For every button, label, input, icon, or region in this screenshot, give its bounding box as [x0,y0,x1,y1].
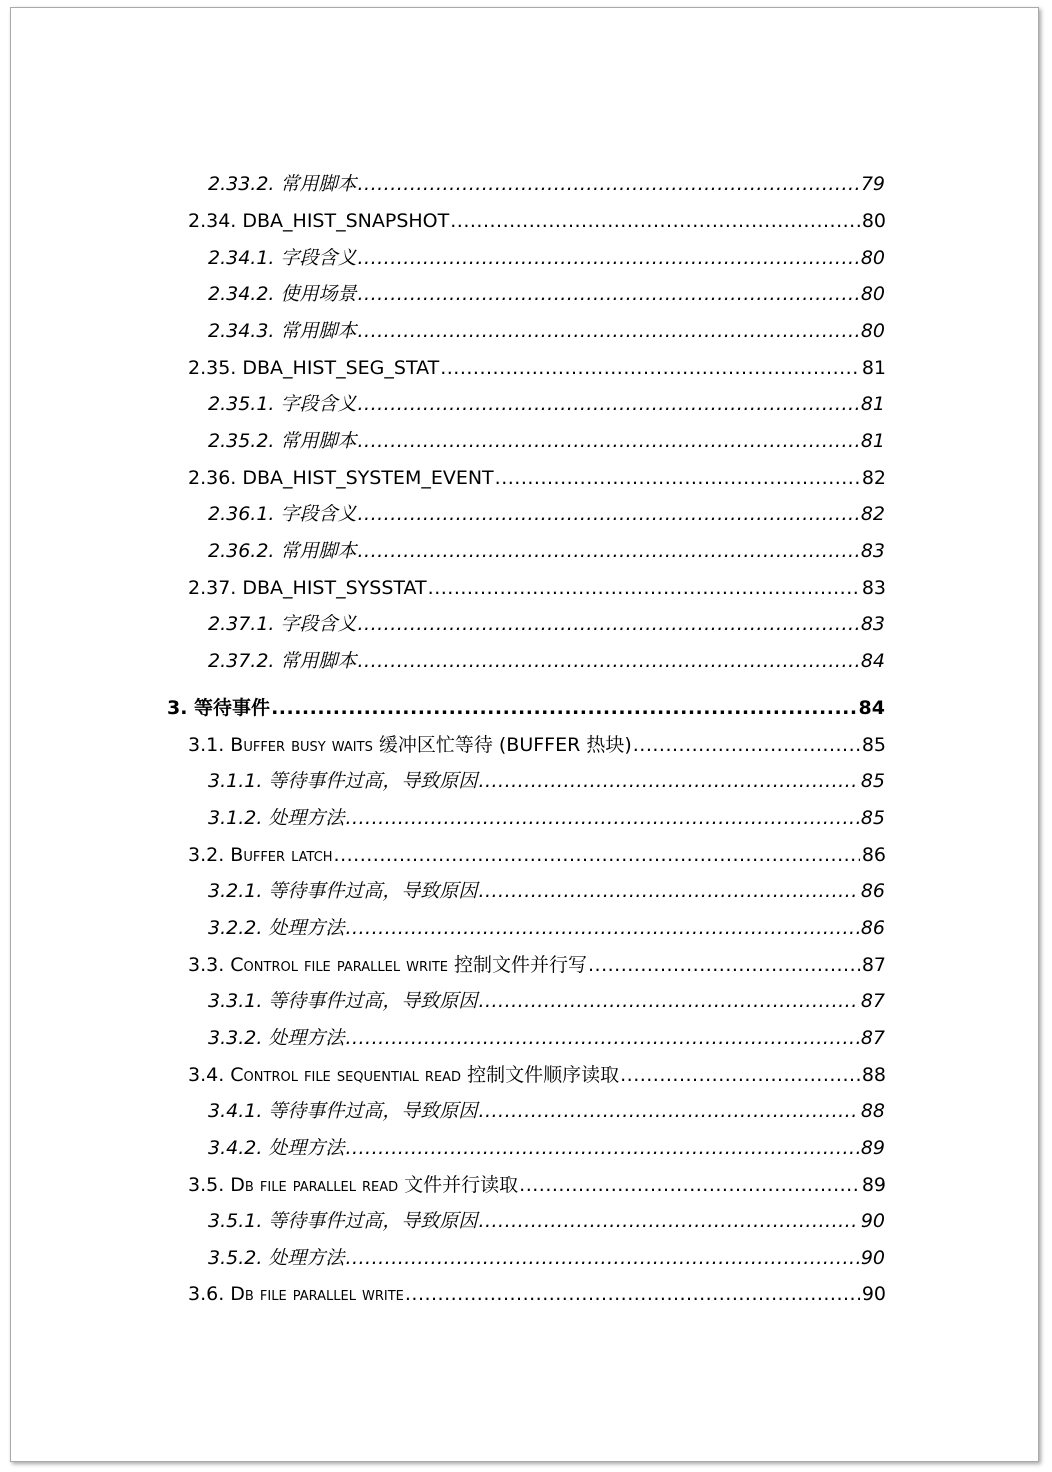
toc-entry[interactable] [208,649,885,673]
toc-entry-title: 3.5. Db file parallel read 文件并行读取 [188,1174,519,1196]
toc-entry-page: 83 [861,577,886,599]
toc-entry-page: 88 [860,1100,885,1122]
dot-leader [334,843,860,867]
document-page [10,7,1039,1462]
toc-entry-page: 83 [860,613,885,635]
toc-entry-title: 3.1. Buffer busy waits 缓冲区忙等待 (BUFFER 热块) [188,734,632,756]
toc-entry[interactable] [208,989,885,1013]
dot-leader [495,466,860,490]
toc-entry-page: 79 [860,173,885,195]
dot-leader [478,769,858,793]
toc-entry-page: 86 [860,917,885,939]
toc-entry[interactable] [208,392,885,416]
toc-entry-title: 3.4. Control file sequential read 控制文件顺序读取 [188,1064,620,1086]
toc-entry-page: 90 [861,1283,886,1305]
toc-entry[interactable] [208,1136,885,1160]
dot-leader [478,989,858,1013]
dot-leader [345,806,858,830]
toc-entry[interactable] [188,1282,886,1306]
dot-leader [345,1246,858,1270]
dot-leader [345,1136,858,1160]
toc-entry-title: 2.34.2. 使用场景 [208,283,357,305]
dot-leader [478,1209,858,1233]
toc-entry-title: 3.1.1. 等待事件过高，导致原因 [208,770,478,792]
toc-entry-title: 3. 等待事件 [167,697,271,719]
dot-leader [358,172,859,196]
dot-leader [345,1026,858,1050]
toc-entry[interactable] [208,246,885,270]
toc-entry-page: 80 [861,210,886,232]
toc-entry-title: 2.37.1. 字段含义 [208,613,357,635]
toc-entry-page: 90 [860,1210,885,1232]
toc-entry-title: 2.36.2. 常用脚本 [208,540,357,562]
dot-leader [358,539,859,563]
dot-leader [358,319,859,343]
toc-entry[interactable] [188,576,886,600]
toc-entry-title: 2.35.1. 字段含义 [208,393,357,415]
toc-entry-page: 82 [860,503,885,525]
toc-entry[interactable] [208,612,885,636]
toc-entry-page: 80 [860,283,885,305]
dot-leader [358,429,859,453]
toc-entry[interactable] [208,916,885,940]
dot-leader [620,1063,860,1087]
toc-entry-page: 85 [860,770,885,792]
toc-entry-title: 2.35. DBA_HIST_SEG_STAT [188,357,440,379]
toc-entry-page: 86 [861,844,886,866]
toc-entry-title: 3.2.1. 等待事件过高，导致原因 [208,880,478,902]
dot-leader [358,649,859,673]
dot-leader [358,282,859,306]
toc-entry-page: 86 [860,880,885,902]
toc-entry-title: 3.2. Buffer latch [188,844,333,866]
dot-leader [478,879,858,903]
dot-leader [450,209,860,233]
toc-entry-page: 82 [861,467,886,489]
toc-entry[interactable] [208,1246,885,1270]
dot-leader [345,916,858,940]
table-of-contents [11,8,1038,1461]
toc-entry-title: 2.37.2. 常用脚本 [208,650,357,672]
dot-leader [519,1173,860,1197]
toc-entry-title: 3.1.2. 处理方法 [208,807,345,829]
toc-entry-page: 89 [860,1137,885,1159]
toc-entry-page: 84 [858,697,885,719]
toc-entry-page: 84 [860,650,885,672]
toc-entry-title: 3.5.1. 等待事件过高，导致原因 [208,1210,478,1232]
toc-entry[interactable] [208,319,885,343]
toc-entry[interactable] [188,356,886,380]
dot-leader [271,696,856,720]
toc-entry-title: 2.34. DBA_HIST_SNAPSHOT [188,210,450,232]
toc-entry-page: 83 [860,540,885,562]
toc-entry-page: 88 [861,1064,886,1086]
toc-entry-page: 85 [860,807,885,829]
toc-entry-page: 85 [861,734,886,756]
toc-entry-page: 81 [861,357,886,379]
toc-entry-title: 3.3.1. 等待事件过高，导致原因 [208,990,478,1012]
toc-entry-page: 87 [860,990,885,1012]
toc-entry-title: 2.36.1. 字段含义 [208,503,357,525]
toc-entry-title: 2.36. DBA_HIST_SYSTEM_EVENT [188,467,494,489]
toc-entry-title: 2.37. DBA_HIST_SYSSTAT [188,577,427,599]
toc-entry[interactable] [188,466,886,490]
toc-entry[interactable] [188,1063,886,1087]
dot-leader [405,1282,860,1306]
toc-entry-title: 3.4.2. 处理方法 [208,1137,345,1159]
dot-leader [478,1099,858,1123]
toc-entry-title: 2.33.2. 常用脚本 [208,173,357,195]
toc-entry[interactable] [188,209,886,233]
toc-entry-page: 87 [860,1027,885,1049]
toc-entry[interactable] [208,539,885,563]
toc-entry[interactable] [208,282,885,306]
toc-entry[interactable] [188,733,886,757]
toc-entry[interactable] [188,1173,886,1197]
toc-entry-title: 2.34.1. 字段含义 [208,247,357,269]
toc-entry[interactable] [208,1099,885,1123]
toc-entry[interactable] [208,879,885,903]
dot-leader [633,733,860,757]
dot-leader [588,953,860,977]
dot-leader [428,576,860,600]
toc-entry-chapter[interactable] [167,696,885,720]
dot-leader [358,392,859,416]
toc-entry-page: 87 [861,954,886,976]
toc-entry[interactable] [208,502,885,526]
toc-entry[interactable] [208,1026,885,1050]
toc-entry[interactable] [188,953,886,977]
toc-entry-page: 80 [860,247,885,269]
toc-entry-page: 80 [860,320,885,342]
toc-entry-title: 3.3.2. 处理方法 [208,1027,345,1049]
toc-entry-title: 2.35.2. 常用脚本 [208,430,357,452]
toc-entry-page: 81 [860,393,885,415]
toc-entry-page: 90 [860,1247,885,1269]
toc-entry[interactable] [208,806,885,830]
toc-entry-title: 3.6. Db file parallel write [188,1283,404,1305]
toc-entry-page: 89 [861,1174,886,1196]
toc-entry-title: 2.34.3. 常用脚本 [208,320,357,342]
toc-entry-title: 3.5.2. 处理方法 [208,1247,345,1269]
toc-entry[interactable] [208,769,885,793]
toc-entry[interactable] [188,843,886,867]
toc-entry[interactable] [208,172,885,196]
toc-entry-title: 3.3. Control file parallel write 控制文件并行写 [188,954,588,976]
toc-entry[interactable] [208,429,885,453]
toc-entry-title: 3.4.1. 等待事件过高，导致原因 [208,1100,478,1122]
toc-entry-page: 81 [860,430,885,452]
toc-entry[interactable] [208,1209,885,1233]
dot-leader [358,502,859,526]
dot-leader [440,356,860,380]
dot-leader [358,246,859,270]
toc-entry-title: 3.2.2. 处理方法 [208,917,345,939]
dot-leader [358,612,859,636]
